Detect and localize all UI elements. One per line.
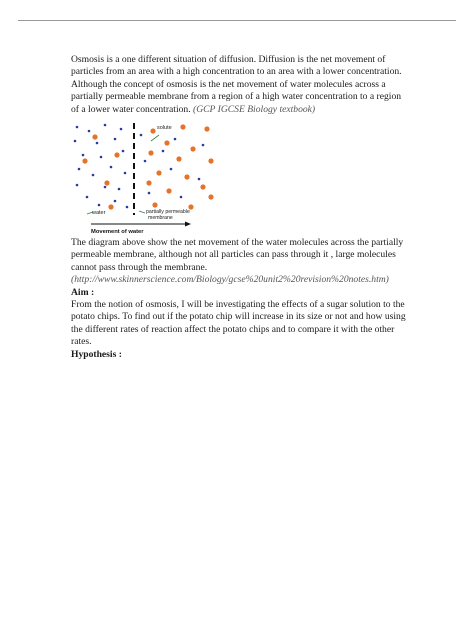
water-molecule [76, 184, 79, 187]
molecule-dots [74, 124, 214, 210]
membrane-label-line1: partially permeable [146, 209, 190, 216]
water-molecule [110, 166, 113, 169]
water-molecule [122, 150, 125, 153]
water-molecule [98, 204, 101, 207]
water-molecule [174, 138, 177, 141]
solute-molecule [104, 180, 109, 185]
water-molecule [126, 206, 129, 209]
solute-molecule [148, 150, 153, 155]
solute-molecule [152, 202, 157, 207]
intro-source: (GCP IGCSE Biology textbook) [193, 103, 316, 115]
osmosis-diagram-svg [71, 121, 221, 237]
solute-molecule [150, 128, 155, 133]
membrane-label-line2: membrane [148, 215, 173, 222]
water-molecule [118, 188, 121, 191]
movement-label: Movement of water [91, 229, 144, 236]
solute-molecule [200, 184, 205, 189]
water-molecule [82, 154, 85, 157]
water-molecule [198, 178, 201, 181]
hypothesis-heading: Hypothesis : [71, 348, 122, 360]
water-label: water [92, 210, 106, 217]
solute-molecule [208, 194, 213, 199]
water-molecule [140, 134, 143, 137]
water-molecule [144, 160, 147, 163]
water-molecule [88, 130, 91, 133]
solute-molecule [184, 174, 189, 179]
intro-text: Osmosis is a one different situation of diffusion. Diffusion is the net movement of particles from an area with a high concentration to an area with a lower concentration. Although the concept of osmosis is the net movement of water molecules across a partially permeable membrane from a region of a high water concentration to a region of a lower water concentration. [71, 54, 402, 115]
solute-pointer [151, 135, 159, 141]
solute-molecule [204, 126, 209, 131]
water-molecule [104, 124, 107, 127]
water-molecule [124, 172, 127, 175]
solute-molecule [82, 158, 87, 163]
solute-molecule [164, 140, 169, 145]
aim-heading: Aim : [71, 286, 95, 298]
water-molecule [202, 144, 205, 147]
water-molecule [180, 196, 183, 199]
diagram-caption: The diagram above show the net movement of the water molecules across the partially permeable membrane, although not all particles can pass through it , large molecules cannot pass through the membrane. [71, 237, 404, 273]
document-body [71, 54, 406, 361]
solute-molecule [114, 152, 119, 157]
solute-molecule [190, 146, 195, 151]
water-molecule [76, 126, 79, 129]
solute-molecule [176, 156, 181, 161]
membrane-pointer [139, 211, 145, 213]
solute-molecule [146, 180, 151, 185]
solute-molecule [156, 170, 161, 175]
water-molecule [162, 150, 165, 153]
page-top-rule [18, 20, 456, 21]
solute-label: solute [157, 125, 172, 132]
water-molecule [96, 142, 99, 145]
water-molecule [78, 168, 81, 171]
water-molecule [114, 138, 117, 141]
osmosis-diagram [71, 121, 221, 237]
solute-molecule [208, 158, 213, 163]
aim-paragraph: From the notion of osmosis, I will be investigating the effects of a sugar solution to the potato chips. To find out if the potato chip will increase in its size or not and how using the different rates of reaction affect the potato chips and to compare it with the other rates. [71, 299, 406, 348]
water-molecule [86, 196, 89, 199]
water-molecule [114, 200, 117, 203]
solute-molecule [92, 134, 97, 139]
intro-paragraph [71, 54, 406, 116]
water-molecule [148, 192, 151, 195]
source-url: (http://www.skinnerscience.com/Biology/gcse%20unit2%20revision%20notes.htm) [71, 274, 389, 286]
water-molecule [74, 140, 77, 143]
water-molecule [104, 186, 107, 189]
water-molecule [170, 168, 173, 171]
water-molecule [120, 128, 123, 131]
solute-molecule [108, 204, 113, 209]
movement-arrow-head [185, 222, 191, 227]
solute-molecule [180, 124, 185, 129]
water-molecule [92, 174, 95, 177]
solute-molecule [166, 188, 171, 193]
water-molecule [100, 156, 103, 159]
